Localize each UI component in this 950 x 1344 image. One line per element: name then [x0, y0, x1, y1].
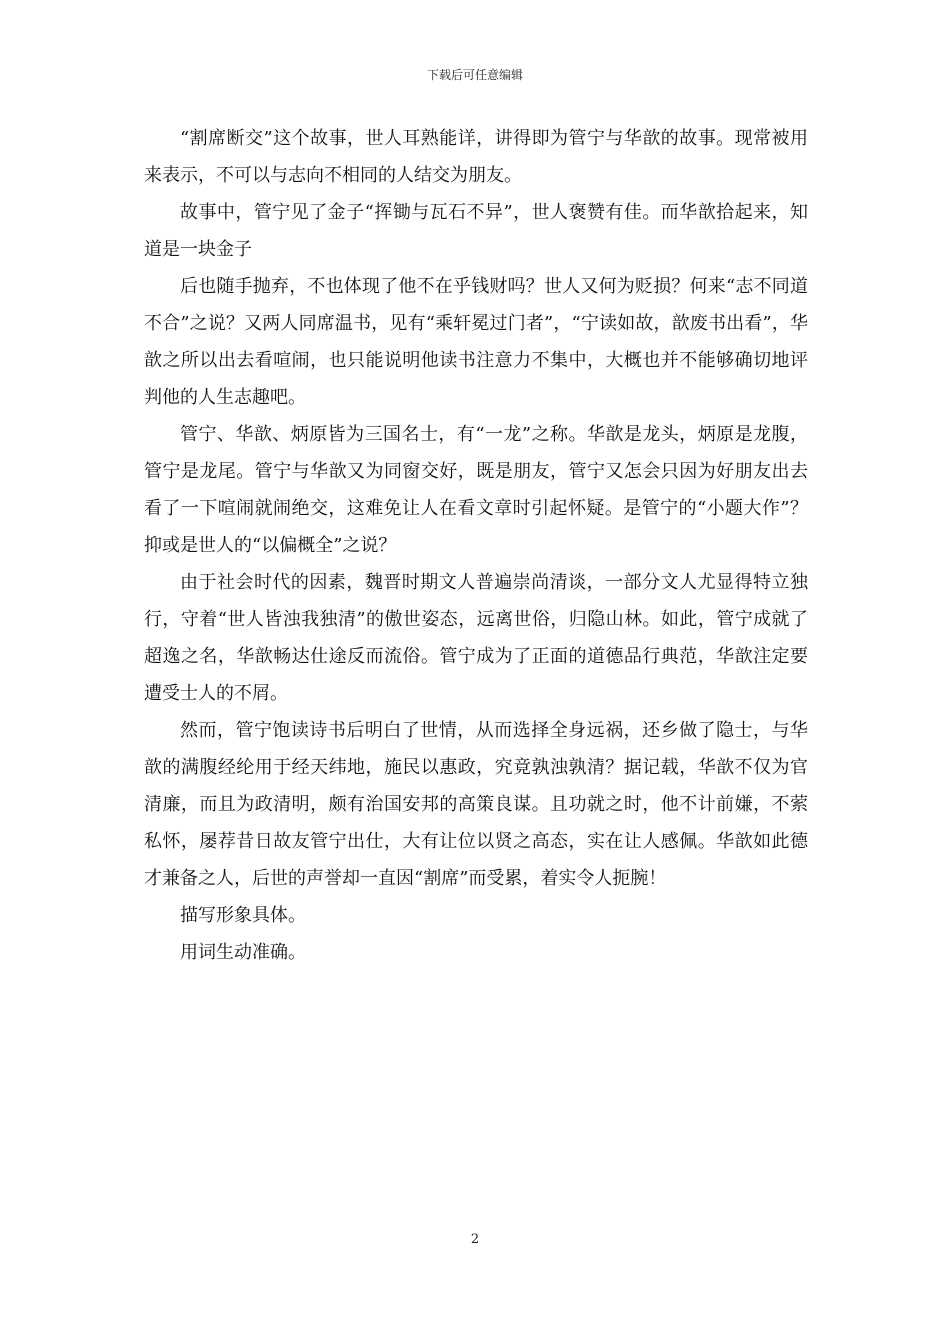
document-body	[144, 120, 808, 971]
paragraph-1: “割席断交”这个故事，世人耳熟能详，讲得即为管宁与华歆的故事。现常被用来表示，不可以与志向不相同的人结交为朋友。	[144, 128, 808, 186]
page-number: 2	[470, 1232, 480, 1247]
paragraph-3: 后也随手抛弃，不也体现了他不在乎钱财吗？世人又何为贬损？何来“志不同道不合”之说？又两人同席温书，见有“乘轩冕过门者”，“宁读如故，歆废书出看”，华歆之所以出去看喧闹，也只能说明他读书注意力不集中，大概也并不能够确切地评判他的人生志趣吧。	[144, 276, 808, 408]
paragraph-5: 由于社会时代的因素，魏晋时期文人普遍崇尚清谈，一部分文人尤显得特立独行，守着“世人皆浊我独清”的傲世姿态，远离世俗，归隐山林。如此，管宁成就了超逸之名，华歆畅达仕途反而流俗。管宁成为了正面的道德品行典范，华歆注定要遭受士人的不屑。	[144, 572, 808, 704]
page-header: 下载后可任意编辑	[426, 68, 523, 82]
paragraph-2: 故事中，管宁见了金子“挥锄与瓦石不异”，世人褒赞有佳。而华歆拾起来，知道是一块金子	[144, 202, 808, 260]
paragraph-7: 描写形象具体。	[180, 905, 306, 926]
paragraph-4: 管宁、华歆、炳原皆为三国名士，有“一龙”之称。华歆是龙头，炳原是龙腹，管宁是龙尾。管宁与华歆又为同窗交好，既是朋友，管宁又怎会只因为好朋友出去看了一下喧闹就闹绝交，这难免让人在看文章时引起怀疑。是管宁的“小题大作”？抑或是世人的“以偏概全”之说？	[144, 424, 808, 556]
paragraph-6: 然而，管宁饱读诗书后明白了世情，从而选择全身远祸，还乡做了隐士，与华歆的满腹经纶用于经天纬地，施民以惠政，究竟孰浊孰清？据记载，华歆不仅为官清廉，而且为政清明，颇有治国安邦的高策良谋。且功就之时，他不计前嫌，不萦私怀，屡荐昔日故友管宁出仕，大有让位以贤之高态，实在让人感佩。华歆如此德才兼备之人，后世的声誉却一直因“割席”而受累，着实令人扼腕！	[144, 720, 808, 889]
paragraph-8: 用词生动准确。	[180, 942, 306, 963]
